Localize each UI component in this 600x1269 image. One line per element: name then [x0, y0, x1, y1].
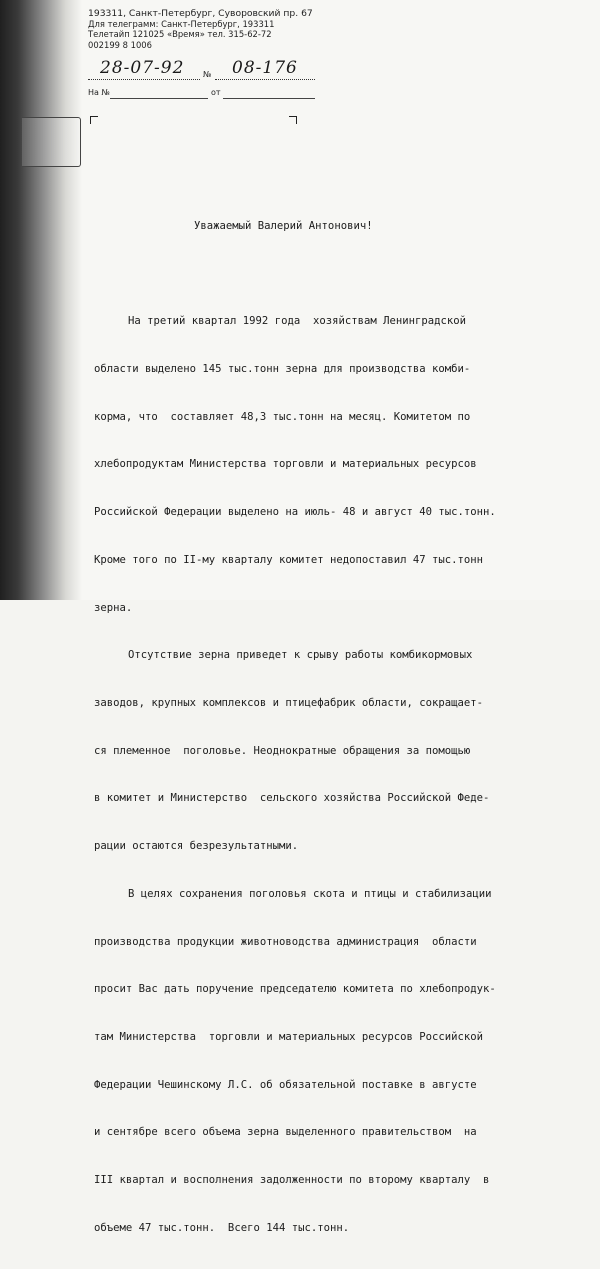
ref-date-line [223, 98, 315, 99]
paragraph-line: в комитет и Министерство сельского хозяйства Российской Феде- [94, 792, 490, 805]
ref-number-line [110, 98, 208, 99]
punch-hole-mark [22, 117, 81, 167]
paragraph-line: объеме 47 тыс.тонн. Всего 144 тыс.тонн. [94, 1221, 350, 1234]
paragraph-line: Кроме того по II-му кварталу комитет недопоставил 47 тыс.тонн [94, 553, 484, 566]
paragraph-line: производства продукции животноводства администрация области [94, 935, 477, 948]
paragraph-line: Отсутствие зерна приведет к срыву работы комбикормовых [128, 649, 473, 662]
address-field-corner-right [289, 116, 297, 124]
paragraph-line: области выделено 145 тыс.тонн зерна для производства комби- [94, 362, 471, 375]
paragraph-line: просит Вас дать поручение председателю комитета по хлебопродук- [94, 983, 496, 996]
date-underline [88, 79, 200, 80]
paragraph-line: заводов, крупных комплексов и птицефабрик области, сокращает- [94, 696, 484, 709]
paragraph-line: рации остаются безрезультатными. [94, 840, 299, 853]
paragraph-line: Федерации Чешинскому Л.С. об обязательной поставке в августе [94, 1078, 477, 1091]
paragraph-line: корма, что составляет 48,3 тыс.тонн на месяц. Комитетом по [94, 410, 471, 423]
ref-from-label: от [211, 88, 221, 97]
paragraph-line: и сентябре всего объема зерна выделенного правительством на [94, 1126, 477, 1139]
paragraph-line: хлебопродуктам Министерства торговли и материальных ресурсов [94, 458, 477, 471]
letterhead-telegram: Для телеграмм: Санкт-Петербург, 193311 [88, 19, 275, 30]
letterhead-teletype: Телетайп 121025 «Время» тел. 315-62-72 [88, 29, 272, 40]
paragraph-line: ся племенное поголовье. Неоднократные обращения за помощью [94, 744, 471, 757]
handwritten-number: 08-176 [232, 58, 298, 78]
handwritten-date: 28-07-92 [100, 58, 185, 78]
scan-shadow-edge [0, 0, 82, 600]
number-label: № [203, 70, 212, 79]
letterhead [88, 9, 408, 50]
paragraph-line: Российской Федерации выделено на июль- 48 и август 40 тыс.тонн. [94, 506, 496, 519]
letterhead-code: 002199 8 1006 [88, 39, 152, 50]
letterhead-address: 193311, Санкт-Петербург, Суворовский пр. 67 [88, 8, 313, 19]
paragraph-line: зерна. [94, 601, 133, 614]
letter-body [94, 187, 566, 1269]
address-field-corner-left [90, 116, 98, 124]
paragraph-line: III квартал и восполнения задолженности по второму кварталу в [94, 1174, 490, 1187]
paragraph-line: На третий квартал 1992 года хозяйствам Ленинградской [128, 315, 467, 328]
paragraph-line: там Министерства торговли и материальных ресурсов Российской [94, 1031, 484, 1044]
ref-label: На № [88, 88, 110, 97]
paragraph-line: В целях сохранения поголовья скота и птицы и стабилизации [128, 887, 492, 900]
salutation: Уважаемый Валерий Антонович! [194, 219, 373, 232]
number-underline [215, 79, 315, 80]
